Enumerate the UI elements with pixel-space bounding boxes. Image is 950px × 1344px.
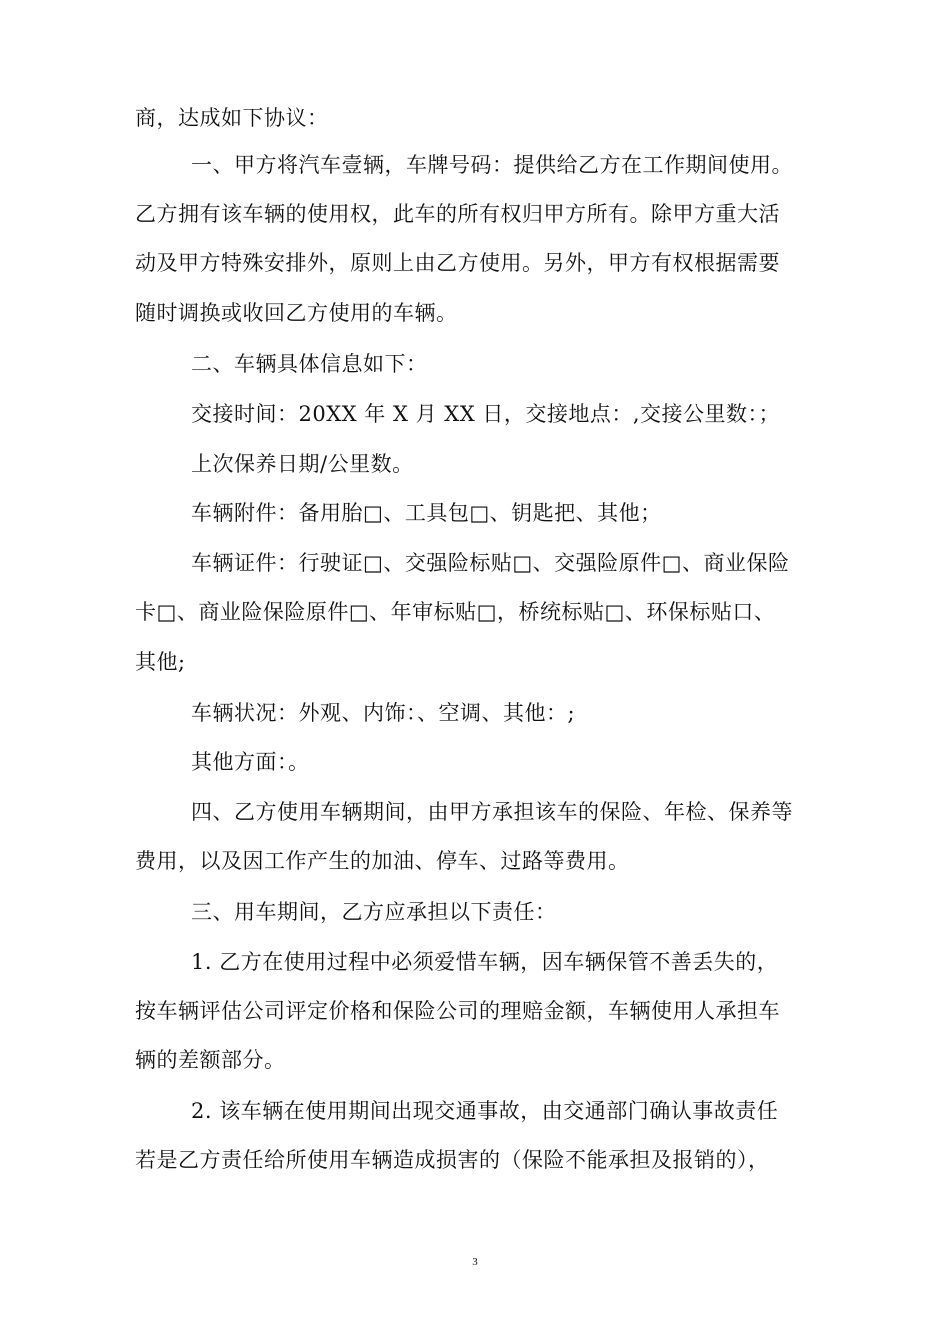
page-number: 3: [472, 1256, 478, 1268]
paragraph-line: 动及甲方特殊安排外，原则上由乙方使用。另外，甲方有权根据需要: [135, 251, 780, 275]
list-item: 1. 乙方在使用过程中必须爱惜车辆，因车辆保管不善丢失的，: [191, 950, 779, 974]
section-heading: 四、乙方使用车辆期间，由甲方承担该车的保险、年检、保养等: [191, 800, 793, 824]
paragraph-line: 乙方拥有该车辆的使用权，此车的所有权归甲方所有。除甲方重大活: [135, 202, 780, 226]
paragraph-line: 费用，以及因工作产生的加油、停车、过路等费用。: [135, 849, 630, 873]
paragraph-line: 其他方面：。: [191, 750, 310, 774]
paragraph-line: 交接时间：20XX 年 X 月 XX 日，交接地点：,交接公里数：；: [191, 402, 781, 426]
paragraph-line: 若是乙方责任给所使用车辆造成损害的（保险不能承担及报销的），: [135, 1148, 770, 1172]
paragraph-line: 商，达成如下协议：: [135, 106, 329, 130]
paragraph-line: 车辆证件：行驶证□、交强险标贴□、交强险原件□、商业保险: [191, 551, 790, 575]
paragraph-line: 卡□、商业险保险原件□、年审标贴□，桥统标贴□、环保标贴口、: [135, 600, 776, 624]
paragraph-line: 一、甲方将汽车壹辆，车牌号码：提供给乙方在工作期间使用。: [191, 153, 793, 177]
paragraph-line: 上次保养日期/公里数。: [191, 452, 414, 476]
paragraph-line: 辆的差额部分。: [135, 1048, 286, 1072]
paragraph-line: 随时调换或收回乙方使用的车辆。: [135, 301, 458, 325]
paragraph-line: 其他;: [135, 650, 186, 674]
paragraph-line: 车辆附件：备用胎□、工具包□、钥匙把、其他；: [191, 501, 662, 525]
section-heading: 二、车辆具体信息如下：: [191, 352, 428, 376]
paragraph-line: 车辆状况：外观、内饰：、空调、其他：;: [191, 701, 576, 725]
list-item: 2. 该车辆在使用期间出现交通事故，由交通部门确认事故责任: [191, 1099, 779, 1123]
paragraph-line: 按车辆评估公司评定价格和保险公司的理赔金额，车辆使用人承担车: [135, 999, 780, 1023]
section-heading: 三、用车期间，乙方应承担以下责任：: [191, 900, 557, 924]
